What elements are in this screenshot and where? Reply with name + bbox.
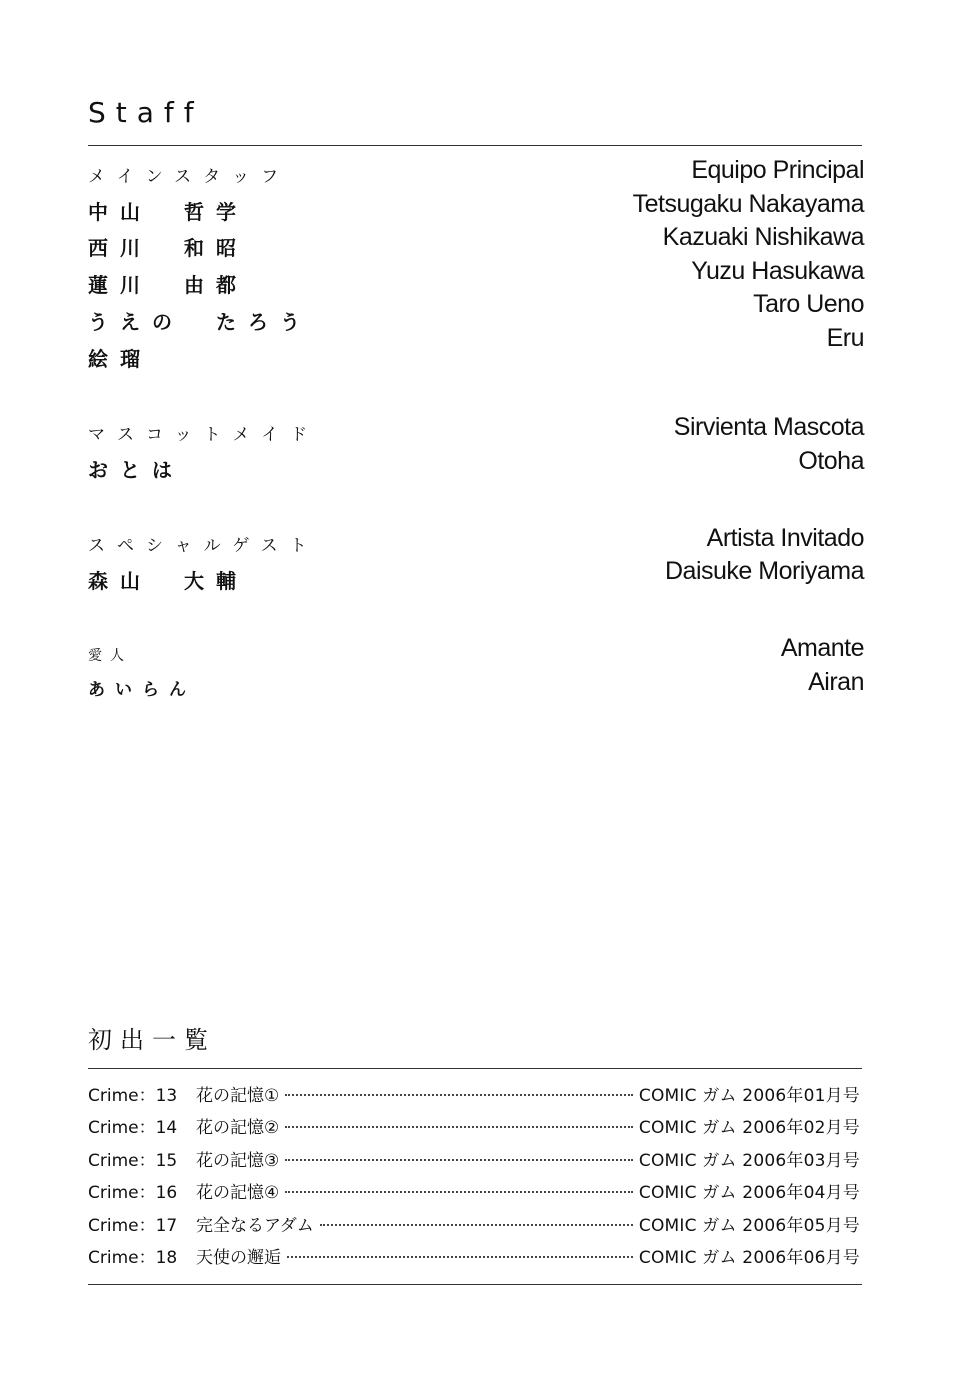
dot-leader <box>285 1094 633 1096</box>
first-appearances-list <box>88 1081 860 1275</box>
member-jp: 絵瑠 <box>88 347 152 371</box>
crime-number: Crime：16 <box>88 1183 178 1204</box>
work-title: 花の記憶③ <box>196 1150 280 1171</box>
member-es: Kazuaki Nishikawa <box>662 223 864 251</box>
work-title: 天使の邂逅 <box>196 1247 281 1268</box>
publication-source: COMIC ガム 2006年04月号 <box>638 1183 860 1204</box>
list-item <box>88 1081 860 1113</box>
category-special-guest-es: Artista Invitado <box>706 524 864 552</box>
member-jp: 蓮川 由都 <box>88 273 248 297</box>
member-es: Daisuke Moriyama <box>664 557 864 585</box>
work-title: 花の記憶② <box>196 1118 280 1139</box>
list-item <box>88 1146 860 1178</box>
list-top-divider <box>88 1068 862 1069</box>
publication-source: COMIC ガム 2006年01月号 <box>638 1086 860 1106</box>
publication-source: COMIC ガム 2006年03月号 <box>638 1150 860 1171</box>
work-title: 花の記憶④ <box>196 1183 280 1204</box>
crime-number: Crime：15 <box>88 1150 178 1171</box>
member-es: Eru <box>826 324 864 352</box>
category-main-staff-es: Equipo Principal <box>691 156 864 184</box>
list-bottom-divider <box>88 1284 862 1285</box>
member-jp: あいらん <box>88 680 196 700</box>
member-es: Yuzu Hasukawa <box>691 257 864 285</box>
member-jp: 中山 哲学 <box>88 200 248 224</box>
member-jp: うえの たろう <box>88 310 312 334</box>
category-lover-jp: 愛人 <box>88 648 132 664</box>
publication-source: COMIC ガム 2006年05月号 <box>638 1215 860 1236</box>
crime-number: Crime：18 <box>88 1247 178 1268</box>
crime-number: Crime：13 <box>88 1086 178 1106</box>
member-jp: 西川 和昭 <box>88 236 248 260</box>
publication-source: COMIC ガム 2006年02月号 <box>638 1118 860 1139</box>
category-main-staff-jp: メインスタッフ <box>88 167 291 187</box>
crime-number: Crime：14 <box>88 1118 178 1139</box>
category-mascot-maid-es: Sirvienta Mascota <box>673 413 864 441</box>
member-jp: おとは <box>88 458 184 482</box>
list-item <box>88 1113 860 1145</box>
category-special-guest-jp: スペシャルゲスト <box>88 536 319 556</box>
dot-leader <box>285 1159 633 1161</box>
member-es: Tetsugaku Nakayama <box>632 190 864 218</box>
dot-leader <box>287 1256 633 1258</box>
publication-source: COMIC ガム 2006年06月号 <box>638 1247 860 1268</box>
member-es: Otoha <box>798 447 864 475</box>
work-title: 花の記憶① <box>196 1086 280 1106</box>
member-es: Airan <box>808 668 864 696</box>
dot-leader <box>285 1191 633 1193</box>
dot-leader <box>285 1126 633 1128</box>
staff-title: Staff <box>88 96 204 129</box>
crime-number: Crime：17 <box>88 1215 178 1236</box>
list-item <box>88 1211 860 1243</box>
dot-leader <box>320 1224 633 1226</box>
category-lover-es: Amante <box>780 634 864 662</box>
staff-divider <box>88 145 862 146</box>
member-es: Taro Ueno <box>753 290 864 318</box>
list-item <box>88 1243 860 1275</box>
first-appearances-title: 初出一覧 <box>88 1026 216 1054</box>
category-mascot-maid-jp: マスコットメイド <box>88 425 320 445</box>
work-title: 完全なるアダム <box>196 1215 314 1236</box>
member-jp: 森山 大輔 <box>88 569 248 593</box>
list-item <box>88 1178 860 1210</box>
